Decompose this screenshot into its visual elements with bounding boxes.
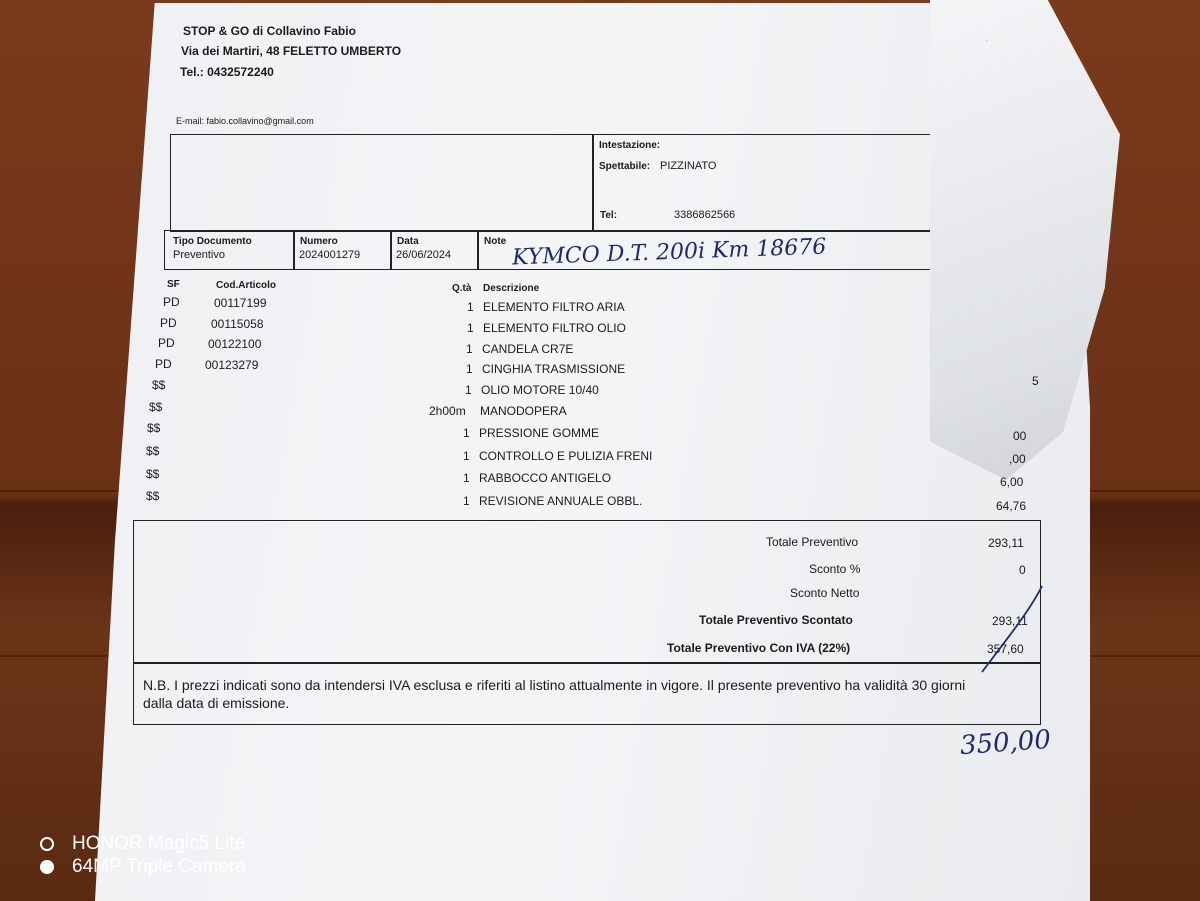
doc-date-label: Data <box>397 236 419 247</box>
camera-model: HONOR Magic5 Lite <box>72 833 246 854</box>
divider <box>134 662 1040 664</box>
divider <box>477 230 479 269</box>
item-code: 00115058 <box>211 317 264 331</box>
item-sf: $$ <box>146 444 160 458</box>
discount-net-label: Sconto Netto <box>790 586 860 600</box>
doc-type-label: Tipo Documento <box>173 236 252 247</box>
recipient-tel: 3386862566 <box>674 209 736 221</box>
item-price: 6,00 <box>1000 475 1024 489</box>
doc-number: 2024001279 <box>299 249 361 261</box>
item-qty: 1 <box>465 383 472 397</box>
item-price: 5 <box>1032 374 1039 388</box>
item-qty: 1 <box>466 342 473 356</box>
company-name: STOP & GO di Collavino Fabio <box>183 24 356 38</box>
item-description: ELEMENTO FILTRO ARIA <box>483 300 625 314</box>
col-sf-header: SF <box>167 279 180 290</box>
item-code: 00122100 <box>208 337 262 351</box>
item-code: 00117199 <box>214 296 267 310</box>
recipient-tel-label: Tel: <box>600 210 618 221</box>
divider <box>390 230 392 269</box>
handwritten-total: 350,00 <box>959 724 1052 762</box>
item-sf: PD <box>163 295 180 309</box>
item-description: CANDELA CR7E <box>482 342 574 356</box>
col-qty-header: Q.tà <box>452 283 472 294</box>
vat-total-label: Totale Preventivo Con IVA (22%) <box>667 641 851 655</box>
item-description: CINGHIA TRASMISSIONE <box>482 362 626 376</box>
total-value: 293,11 <box>988 536 1024 550</box>
discount-pct-value: 0 <box>1019 563 1026 577</box>
torn-paper-fragment <box>930 0 1120 480</box>
doc-date: 26/06/2024 <box>396 249 452 261</box>
item-qty: 1 <box>463 449 470 463</box>
divider <box>592 134 594 231</box>
torn-fragment-text: . <box>985 30 989 44</box>
item-description: CONTROLLO E PULIZIA FRENI <box>479 449 653 463</box>
company-phone: Tel.: 0432572240 <box>180 65 274 79</box>
divider <box>293 230 295 269</box>
item-price: 00 <box>1013 429 1027 443</box>
item-qty: 2h00m <box>429 404 466 418</box>
discount-pct-label: Sconto % <box>809 562 861 576</box>
doc-type: Preventivo <box>173 249 225 261</box>
item-description: REVISIONE ANNUALE OBBL. <box>479 494 643 508</box>
doc-number-label: Numero <box>300 236 338 247</box>
item-sf: PD <box>158 336 175 350</box>
item-description: ELEMENTO FILTRO OLIO <box>483 321 626 335</box>
item-sf: PD <box>155 357 172 371</box>
vat-total-value: 357,60 <box>987 642 1024 656</box>
camera-spec: 64MP Triple Camera <box>72 856 246 877</box>
recipient-name: PIZZINATO <box>660 160 717 172</box>
item-sf: PD <box>160 316 177 330</box>
pen-strike-mark <box>970 580 1050 680</box>
ring-icon <box>40 837 54 851</box>
company-address: Via dei Martiri, 48 FELETTO UMBERTO <box>181 44 402 58</box>
item-price: 64,76 <box>996 499 1027 513</box>
item-qty: 1 <box>467 300 474 314</box>
item-description: RABBOCCO ANTIGELO <box>479 471 612 485</box>
item-description: OLIO MOTORE 10/40 <box>481 383 599 397</box>
item-sf: $$ <box>149 400 163 414</box>
item-sf: $$ <box>146 467 160 481</box>
item-qty: 1 <box>463 494 470 508</box>
dot-icon <box>40 860 54 874</box>
header-box <box>170 134 962 232</box>
total-label: Totale Preventivo <box>766 535 859 549</box>
item-code: 00123279 <box>205 358 259 372</box>
doc-notes-handwritten: KYMCO D.T. 200i Km 18676 <box>511 234 827 271</box>
item-description: MANODOPERA <box>480 404 567 418</box>
item-sf: $$ <box>146 489 160 503</box>
discounted-label: Totale Preventivo Scontato <box>699 613 853 627</box>
camera-watermark-line2 <box>40 856 246 878</box>
item-sf: $$ <box>152 378 166 392</box>
item-price: ,00 <box>1009 452 1026 466</box>
item-qty: 1 <box>463 426 470 440</box>
discounted-value: 293,11 <box>992 614 1028 628</box>
item-sf: $$ <box>147 421 161 435</box>
item-qty: 1 <box>467 321 474 335</box>
footnote: N.B. I prezzi indicati sono da intendersi IVA esclusa e riferiti al listino attualmente in vigore. Il presente preventivo ha validità 30 giorni dalla data di emissione. <box>143 677 966 711</box>
item-qty: 1 <box>466 362 473 376</box>
item-qty: 1 <box>463 471 470 485</box>
company-email: E-mail: fabio.collavino@gmail.com <box>176 116 314 126</box>
camera-watermark-line1 <box>40 833 245 855</box>
col-description-header: Descrizione <box>483 283 540 294</box>
recipient-heading: Intestazione: <box>599 140 661 151</box>
col-code-header: Cod.Articolo <box>216 280 276 291</box>
doc-notes-label: Note <box>484 236 507 247</box>
item-description: PRESSIONE GOMME <box>479 426 600 440</box>
recipient-name-label: Spettabile: <box>599 161 651 172</box>
